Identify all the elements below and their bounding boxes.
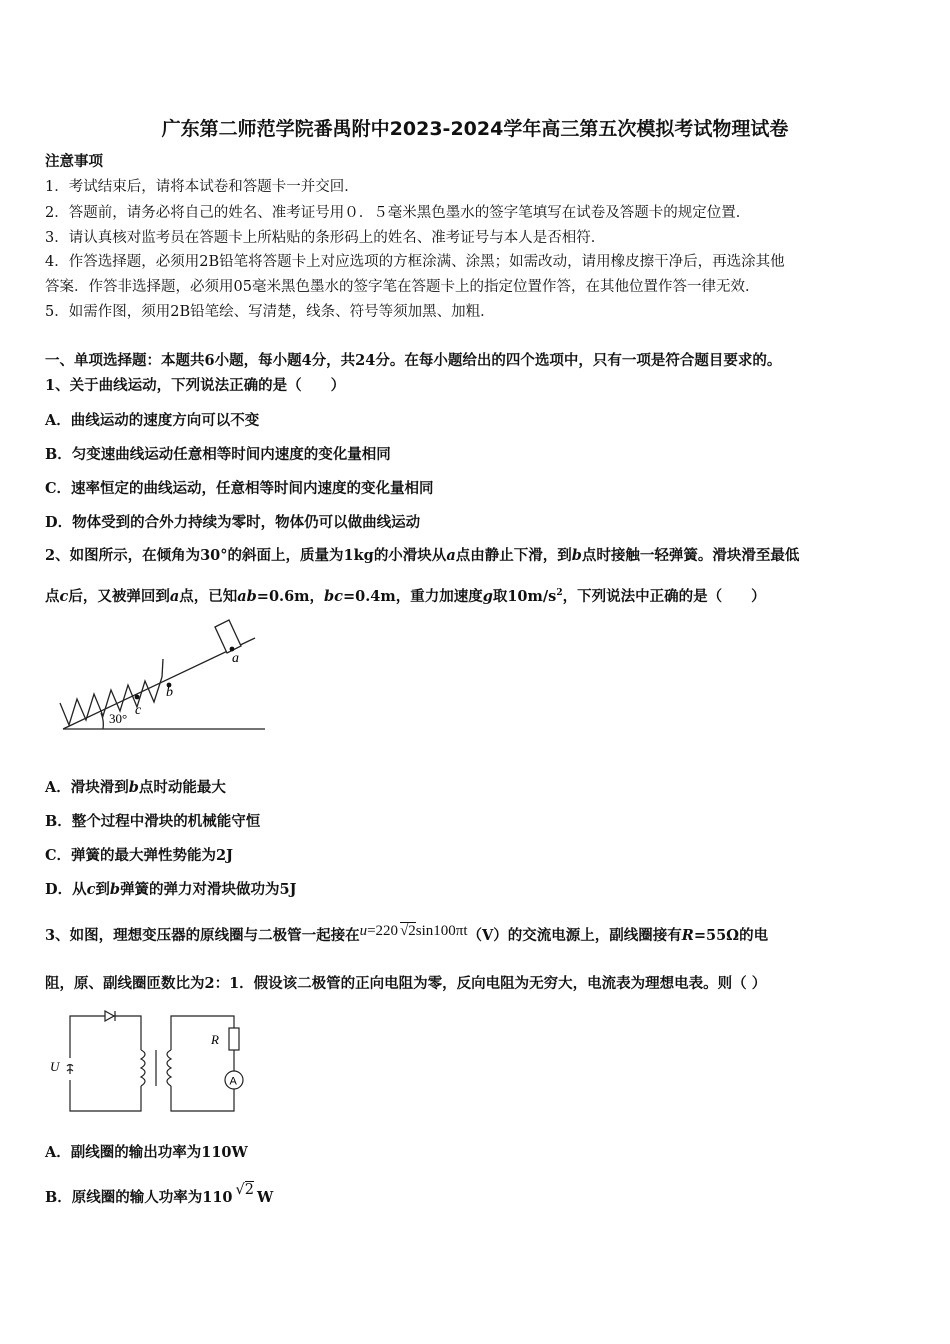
notice-item: 1．考试结束后，请将本试卷和答题卡一并交回． bbox=[45, 179, 359, 195]
notice-item: 4．作答选择题，必须用2B铅笔将答题卡上对应选项的方框涂满、涂黑；如需改动，请用橡皮擦干净后，再选涂其他 bbox=[45, 254, 785, 270]
section-heading: 一、单项选择题：本题共6小题，每小题4分，共24分。在每小题给出的四个选项中，只有一项是符合题目要求的。 bbox=[45, 352, 782, 369]
q3-option-a: A．副线圈的输出功率为110W bbox=[45, 1144, 248, 1161]
label-u: U bbox=[50, 1059, 60, 1074]
notice-heading: 注意事项 bbox=[45, 153, 103, 170]
q1-option-b: B．匀变速曲线运动任意相等时间内速度的变化量相同 bbox=[45, 446, 391, 463]
primary-bottom-wire bbox=[70, 1080, 141, 1111]
diode bbox=[105, 1011, 114, 1021]
q2-stem-line1: 2、如图所示，在倾角为30°的斜面上，质量为1kg的小滑块从a点由静止下滑，到b点时接触一轻弹簧。滑块滑至最低 bbox=[45, 547, 800, 564]
q3-option-b: B．原线圈的输人功率为110 √2 W bbox=[45, 1182, 274, 1206]
secondary-bottom-wire bbox=[171, 1086, 234, 1111]
q2-option-b: B．整个过程中滑块的机械能守恒 bbox=[45, 813, 261, 830]
label-angle: 30° bbox=[109, 711, 128, 726]
q2-option-c: C．弹簧的最大弹性势能为2J bbox=[45, 847, 233, 864]
secondary-top-wire bbox=[171, 1016, 234, 1050]
q3-stem-line1: 3、如图，理想变压器的原线圈与二极管一起接在u=220 √2sin100πt（V）的交流电源上，副线圈接有R=55Ω的电 bbox=[45, 923, 769, 944]
slider-block bbox=[215, 620, 241, 653]
q1-option-a: A．曲线运动的速度方向可以不变 bbox=[45, 412, 260, 429]
notice-item: 3．请认真核对监考员在答题卡上所粘贴的条形码上的姓名、准考证号与本人是否相符． bbox=[45, 230, 606, 246]
label-c: c bbox=[135, 703, 142, 718]
label-a: a bbox=[232, 651, 239, 666]
q1-option-c: C．速率恒定的曲线运动，任意相等时间内速度的变化量相同 bbox=[45, 480, 434, 497]
label-b: b bbox=[166, 685, 173, 700]
q2-stem-line2: 点c后，又被弹回到a点，已知ab=0.6m，bc=0.4m，重力加速度g取$10m/s^2$，下列说法中正确的是（ ） bbox=[45, 587, 766, 605]
notice-item: 2．答题前，请务必将自己的姓名、准考证号用０．５毫米黑色墨水的签字笔填写在试卷及答题卡的规定位置． bbox=[45, 205, 751, 221]
q1-stem: 1、关于曲线运动，下列说法正确的是（ ） bbox=[45, 377, 346, 394]
primary-coil bbox=[141, 1050, 145, 1086]
q1-option-d: D．物体受到的合外力持续为零时，物体仍可以做曲线运动 bbox=[45, 514, 421, 531]
notice-item: 5．如需作图，须用2B铅笔绘、写清楚，线条、符号等须加黑、加粗． bbox=[45, 304, 495, 320]
label-r: R bbox=[211, 1032, 219, 1047]
incline-spring-diagram bbox=[55, 615, 270, 735]
notice-item: 答案．作答非选择题，必须用05毫米黑色墨水的签字笔在答题卡上的指定位置作答，在其他位置作答一律无效． bbox=[45, 279, 760, 295]
q2-option-d: D．从c到b弹簧的弹力对滑块做功为5J bbox=[45, 881, 297, 898]
transformer-circuit-diagram bbox=[45, 1008, 250, 1116]
point-c bbox=[135, 695, 140, 700]
q2-option-a: A．滑块滑到b点时动能最大 bbox=[45, 779, 226, 796]
label-ammeter: A bbox=[229, 1075, 237, 1088]
primary-top-wire bbox=[70, 1016, 141, 1058]
resistor bbox=[229, 1028, 239, 1050]
q3-stem-line2: 阻，原、副线圈匝数比为2：1．假设该二极管的正向电阻为零，反向电阻为无穷大，电流表为理想电表。则（ ） bbox=[45, 975, 767, 992]
secondary-coil bbox=[167, 1050, 171, 1086]
page-title: 广东第二师范学院番禺附中2023-2024学年高三第五次模拟考试物理试卷 bbox=[161, 118, 789, 140]
voltage-formula: u=220 √2sin100πt bbox=[359, 923, 468, 939]
